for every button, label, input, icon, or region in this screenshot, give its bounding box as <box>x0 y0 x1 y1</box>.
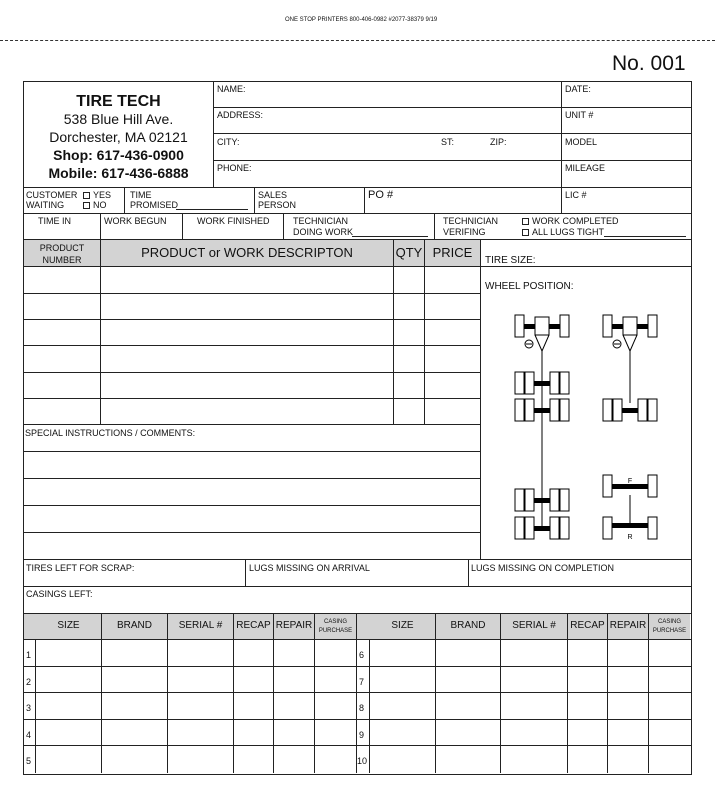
row-number: 10 <box>357 756 368 766</box>
time-in-label: TIME IN <box>38 216 71 226</box>
tire-icon[interactable] <box>515 517 524 539</box>
tire-icon[interactable] <box>525 517 534 539</box>
tire-icon[interactable] <box>560 315 569 337</box>
lugs-missing-completion-label[interactable]: LUGS MISSING ON COMPLETION <box>471 563 615 573</box>
verifing-label: VERIFING <box>443 227 486 237</box>
row-number: 8 <box>359 703 365 713</box>
zip-field-label[interactable]: ZIP: <box>490 137 507 147</box>
checkbox-icon <box>83 192 90 199</box>
tire-icon[interactable] <box>550 372 559 394</box>
row-number: 9 <box>359 730 365 740</box>
name-field-label[interactable]: NAME: <box>217 84 246 94</box>
size-header: SIZE <box>391 620 414 631</box>
tire-icon[interactable] <box>603 399 612 421</box>
row-number: 3 <box>26 703 32 713</box>
qty-header: QTY <box>395 245 423 260</box>
tire-icon[interactable] <box>560 399 569 421</box>
waiting-yes-checkbox[interactable] <box>83 190 111 200</box>
company-name: TIRE TECH <box>76 93 161 110</box>
address-field-label[interactable]: ADDRESS: <box>217 110 264 120</box>
sales-person-label-1: SALES <box>258 190 288 200</box>
sales-person-label-2: PERSON <box>258 200 297 210</box>
tire-icon[interactable] <box>638 399 647 421</box>
tire-size-label[interactable]: TIRE SIZE: <box>485 255 536 266</box>
lic-field-label[interactable]: LIC # <box>565 190 587 200</box>
row-number: 6 <box>359 650 365 660</box>
work-finished-label: WORK FINISHED <box>197 216 270 226</box>
yes-label: YES <box>93 190 112 200</box>
tire-icon[interactable] <box>560 517 569 539</box>
form-number: No. 001 <box>612 52 686 75</box>
repair-header: REPAIR <box>275 620 313 631</box>
tire-icon[interactable] <box>648 399 657 421</box>
checkbox-icon <box>522 218 529 225</box>
doing-work-label: DOING WORK <box>293 227 353 237</box>
tire-icon[interactable] <box>648 315 657 337</box>
tire-icon[interactable] <box>603 517 612 539</box>
no-label: NO <box>93 200 107 210</box>
brand-header: BRAND <box>450 620 486 631</box>
tire-icon[interactable] <box>525 399 534 421</box>
printer-line: ONE STOP PRINTERS 800-406-0982 #2077-38379 9/19 <box>285 17 438 23</box>
waiting-label: WAITING <box>26 200 65 210</box>
wheel-position-diagram[interactable] <box>482 295 689 557</box>
front-marker: F <box>627 478 633 485</box>
waiting-no-checkbox[interactable] <box>83 200 107 210</box>
recap-header: RECAP <box>236 620 271 631</box>
checkbox-icon <box>83 202 90 209</box>
technician-verify-label: TECHNICIAN <box>443 216 499 226</box>
tire-icon[interactable] <box>613 399 622 421</box>
tire-icon[interactable] <box>603 475 612 497</box>
tire-icon[interactable] <box>525 489 534 511</box>
product-number-header-2: NUMBER <box>42 255 82 265</box>
description-header: PRODUCT or WORK DESCRIPTON <box>141 245 353 260</box>
brand-header: BRAND <box>116 620 152 631</box>
time-promised-label-2: PROMISED <box>130 200 179 210</box>
tire-icon[interactable] <box>515 399 524 421</box>
doing-work-line[interactable] <box>352 236 428 237</box>
unit-field-label[interactable]: UNIT # <box>565 110 594 120</box>
tire-icon[interactable] <box>648 517 657 539</box>
time-promised-label-1: TIME <box>130 190 152 200</box>
tire-icon[interactable] <box>603 315 612 337</box>
price-header: PRICE <box>432 245 473 260</box>
comments-area[interactable] <box>24 452 480 558</box>
casing-purchase-header-2: PURCHASE <box>318 628 353 634</box>
row-number: 1 <box>26 650 32 660</box>
product-number-header-1: PRODUCT <box>39 243 85 253</box>
company-shop-phone: Shop: 617-436-0900 <box>53 147 184 163</box>
mileage-field-label[interactable]: MILEAGE <box>565 163 606 173</box>
company-address-line2: Dorchester, MA 02121 <box>49 129 188 145</box>
repair-header: REPAIR <box>609 620 647 631</box>
casing-purchase-header-2: PURCHASE <box>652 628 687 634</box>
row-number: 2 <box>26 677 32 687</box>
casings-left-label: CASINGS LEFT: <box>26 589 93 599</box>
city-field-label[interactable]: CITY: <box>217 137 240 147</box>
all-lugs-tight-checkbox[interactable] <box>522 227 604 237</box>
rear-marker: R <box>627 534 633 541</box>
perforation-line <box>0 40 715 41</box>
all-lugs-tight-label: ALL LUGS TIGHT <box>532 227 605 237</box>
lugs-missing-arrival-label[interactable]: LUGS MISSING ON ARRIVAL <box>249 563 370 573</box>
work-completed-label: WORK COMPLETED <box>532 216 619 226</box>
tire-icon[interactable] <box>550 489 559 511</box>
customer-label: CUSTOMER <box>26 190 78 200</box>
row-number: 7 <box>359 677 365 687</box>
tire-icon[interactable] <box>515 315 524 337</box>
casing-purchase-header-1: CASING <box>657 619 681 625</box>
phone-field-label[interactable]: PHONE: <box>217 163 252 173</box>
tire-icon[interactable] <box>515 489 524 511</box>
technician-label: TECHNICIAN <box>293 216 349 226</box>
special-instructions-label: SPECIAL INSTRUCTIONS / COMMENTS: <box>25 428 196 438</box>
tire-icon[interactable] <box>560 489 569 511</box>
company-address-line1: 538 Blue Hill Ave. <box>63 111 174 127</box>
tire-icon[interactable] <box>648 475 657 497</box>
time-promised-line[interactable] <box>176 209 248 210</box>
tire-icon[interactable] <box>550 517 559 539</box>
company-block <box>24 92 213 182</box>
casing-purchase-header-1: CASING <box>323 619 347 625</box>
date-field-label[interactable]: DATE: <box>565 84 591 94</box>
row-number: 5 <box>26 756 32 766</box>
recap-header: RECAP <box>570 620 605 631</box>
size-header: SIZE <box>57 620 80 631</box>
model-field-label[interactable]: MODEL <box>565 137 598 147</box>
tire-icon[interactable] <box>560 372 569 394</box>
left-truck-steer-axle <box>515 315 569 351</box>
work-completed-checkbox[interactable] <box>522 216 619 226</box>
tire-icon[interactable] <box>550 399 559 421</box>
serial-header: SERIAL # <box>512 620 556 631</box>
wheel-position-label: WHEEL POSITION: <box>485 281 574 292</box>
company-mobile-phone: Mobile: 617-436-6888 <box>48 165 189 181</box>
all-lugs-tight-line[interactable] <box>604 236 686 237</box>
checkbox-icon <box>522 229 529 236</box>
right-truck-steer-axle <box>603 315 657 351</box>
po-field-label[interactable]: PO # <box>368 189 394 201</box>
serial-header: SERIAL # <box>178 620 223 631</box>
row-number: 4 <box>26 730 32 740</box>
tire-icon[interactable] <box>515 372 524 394</box>
state-field-label[interactable]: ST: <box>441 137 455 147</box>
tire-icon[interactable] <box>525 372 534 394</box>
tires-left-for-scrap-label[interactable]: TIRES LEFT FOR SCRAP: <box>26 563 135 573</box>
work-begun-label: WORK BEGUN <box>104 216 167 226</box>
